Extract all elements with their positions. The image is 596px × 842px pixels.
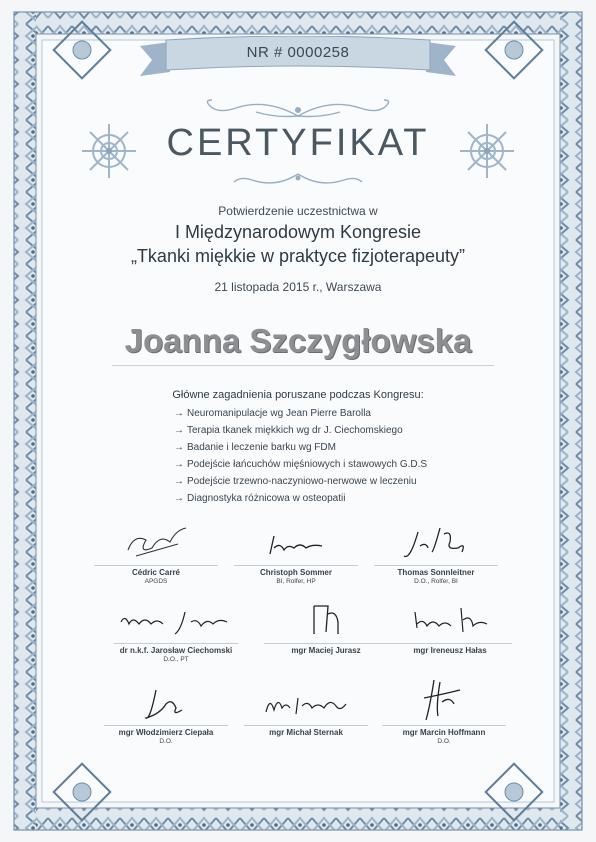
signature-line [264,643,388,644]
list-item [174,422,474,439]
signature-block [380,598,520,656]
date-place: 21 listopada 2015 r., Warszawa [214,280,382,294]
signature-scribble-icon [396,520,476,564]
certificate-number: NR # 0000258 [246,44,350,61]
signature-block [106,598,246,663]
list-item [174,490,474,507]
signature-line [94,565,218,566]
signatory-name: mgr Marcin Hoffmann [402,728,486,737]
scroll-ornament-top-icon [196,96,400,120]
signature-block [256,598,396,656]
signature-block [374,676,514,745]
signature-scribble-icon [405,598,495,642]
list-item [174,439,474,456]
signature-block [86,520,226,585]
signatory-name: mgr Ireneusz Hałas [413,646,487,655]
signatory-name: Christoph Sommer [259,568,332,577]
signature-line [104,725,228,726]
list-item [174,405,474,422]
signature-block [236,684,376,738]
topic-text: Diagnostyka różnicowa w osteopatii [187,493,346,504]
congress-subtitle: „Tkanki miękkie w praktyce fizjoterapeuty” [130,246,466,266]
arrow-right-icon: → [174,459,184,470]
topic-text: Podejście trzewno-naczyniowo-nerwowe w leczeniu [187,476,417,487]
signature-block [366,520,506,585]
signatory-name: mgr Michał Sternak [269,728,343,737]
topic-text: Terapia tkanek miękkich wg dr J. Ciechomskiego [187,425,403,436]
signature-block [96,684,236,745]
signatory-title: BI, Rolfer, HP [276,578,316,585]
signature-scribble-icon [116,520,196,564]
signatory-title: APGDS [144,578,168,585]
signature-scribble-icon [126,684,206,724]
arrow-right-icon: → [174,476,184,487]
topics-heading: Główne zagadnienia poruszane podczas Kongresu: [172,389,424,401]
signature-scribble-icon [286,598,366,642]
certificate-title: CERTYFIKAT [166,122,430,164]
list-item [174,456,474,473]
name-divider [112,365,494,366]
topic-text: Badanie i leczenie barku wg FDM [187,442,336,453]
signature-scribble-icon [111,598,241,642]
signatory-name: Thomas Sonnleitner [397,568,475,577]
topic-text: Neuromanipulacje wg Jean Pierre Barolla [187,408,371,419]
signatory-name: Cédric Carré [131,568,181,577]
congress-name: I Międzynarodowym Kongresie [174,222,422,242]
topic-text: Podejście łańcuchów mięśniowych i stawowych G.D.S [187,459,428,470]
topics-list [174,405,474,507]
signature-line [114,643,238,644]
arrow-right-icon: → [174,442,184,453]
arrow-right-icon: → [174,493,184,504]
signatory-name: mgr Maciej Jurasz [291,646,361,655]
signatory-title: D.O., PT [163,656,189,663]
signature-line [244,725,368,726]
signature-line [234,565,358,566]
signature-line [374,565,498,566]
signature-scribble-icon [256,520,336,564]
signature-scribble-icon [404,676,484,724]
signature-line [388,643,512,644]
participant-name: Joanna Szczygłowska [124,322,472,359]
scroll-ornament-bottom-icon [226,170,370,190]
signatory-name: mgr Włodzimierz Ciepała [118,728,214,737]
arrow-right-icon: → [174,425,184,436]
signature-block [226,520,366,585]
signatory-name: dr n.k.f. Jarosław Ciechomski [119,646,233,655]
participation-line: Potwierdzenie uczestnictwa w [218,204,378,218]
signatory-title: D.O. [437,738,451,745]
signature-scribble-icon [256,684,356,724]
list-item [174,473,474,490]
arrow-right-icon: → [174,408,184,419]
signatory-title: D.O., Rolfer, BI [414,578,458,585]
signature-line [382,725,506,726]
signatory-title: D.O. [159,738,173,745]
